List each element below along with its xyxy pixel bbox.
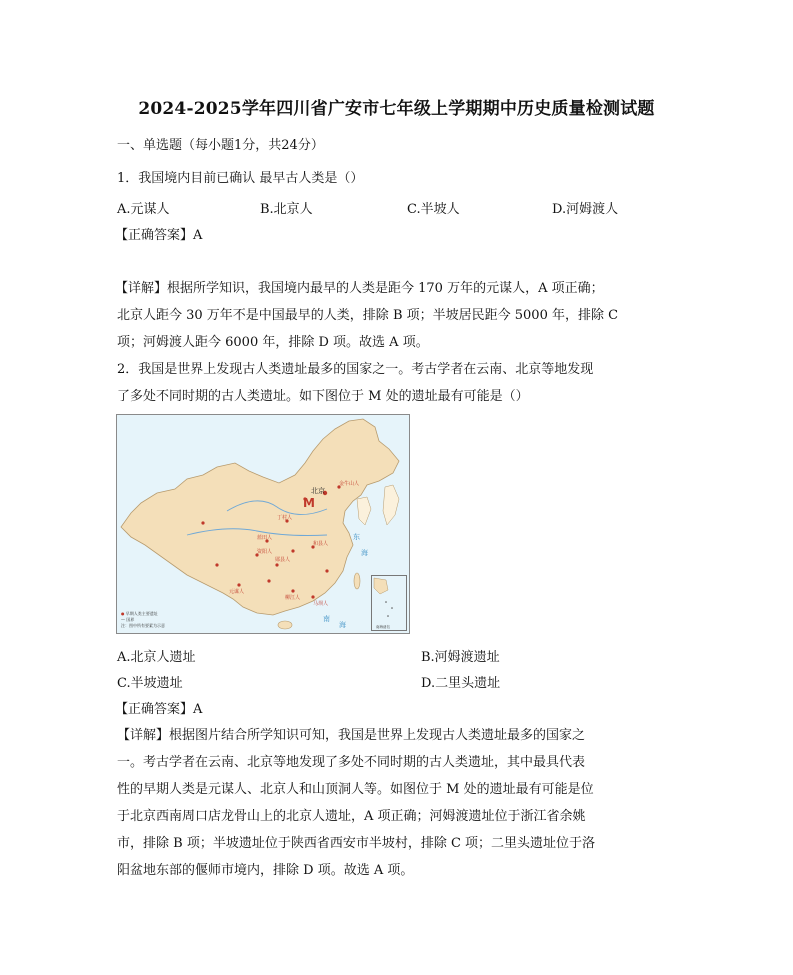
q1-stem: 1．我国境内目前已确认 最早古人类是（） xyxy=(117,171,364,186)
china-map-figure xyxy=(116,414,410,634)
page-title: 2024-2025学年四川省广安市七年级上学期期中历史质量检测试题 xyxy=(138,99,655,119)
q1-option-b: B.北京人 xyxy=(260,202,313,217)
sea-label: 海 xyxy=(361,549,368,557)
legend-text: 国界 xyxy=(126,617,135,622)
q2-option-b: B.河姆渡遗址 xyxy=(421,650,500,665)
sea-label: 海 xyxy=(339,621,346,629)
q1-explain-line: 北京人距今 30 万年不是中国最早的人类，排除 B 项；半坡居民距今 5000 年，排除 C xyxy=(117,308,619,323)
sea-label: 东 xyxy=(353,533,360,541)
site-dot xyxy=(311,595,314,598)
q1-answer: 【正确答案】A xyxy=(115,228,203,243)
site-label: 金牛山人 xyxy=(339,481,360,487)
taiwan-island xyxy=(354,573,360,589)
q1-explain-line: 项；河姆渡人距今 6000 年，排除 D 项。故选 A 项。 xyxy=(117,335,429,350)
sea-label: 南 xyxy=(323,615,330,623)
legend-item-sites: ● 早期人类主要遗址 xyxy=(121,611,158,616)
site-label: 郧县人 xyxy=(275,557,291,563)
hainan-island xyxy=(278,621,292,629)
island-dot xyxy=(385,601,387,603)
q1-option-c: C.半坡人 xyxy=(407,202,460,217)
south-sea-islands-inset xyxy=(371,575,407,631)
q1-option-d: D.河姆渡人 xyxy=(552,202,619,217)
q2-option-d: D.二里头遗址 xyxy=(421,676,501,691)
island-dot xyxy=(391,607,393,609)
legend-text: 注：图中所有要素为示意 xyxy=(121,623,165,628)
island-dot xyxy=(387,615,389,617)
q2-explain-line: 于北京西南周口店龙骨山上的北京人遗址，A 项正确；河姆渡遗址位于浙江省余姚 xyxy=(117,809,586,824)
q2-option-c: C.半坡遗址 xyxy=(117,676,183,691)
inset-map xyxy=(372,576,406,630)
q2-stem-line: 了多处不同时期的古人类遗址。如下图位于 M 处的遗址最有可能是（） xyxy=(117,389,529,404)
beijing-label: 北京 xyxy=(311,487,325,495)
q2-stem-line: 2．我国是世界上发现古人类遗址最多的国家之一。考古学者在云南、北京等地发现 xyxy=(117,362,594,377)
map-legend xyxy=(121,611,165,629)
site-label: 蓝田人 xyxy=(257,535,273,541)
site-dot xyxy=(291,589,294,592)
inset-land xyxy=(374,578,388,594)
site-label: 资阳人 xyxy=(257,549,273,555)
q2-explain-line: 市，排除 B 项；半坡遗址位于陕西省西安市半坡村，排除 C 项；二里头遗址位于洛 xyxy=(117,836,596,851)
q2-answer: 【正确答案】A xyxy=(115,702,203,717)
site-label: 元谋人 xyxy=(229,589,245,595)
site-dot xyxy=(291,549,294,552)
q2-option-a: A.北京人遗址 xyxy=(117,650,196,665)
site-dot xyxy=(325,569,328,572)
site-label: 丁村人 xyxy=(277,515,293,521)
site-dot xyxy=(267,579,270,582)
q2-explain-line: 性的早期人类是元谋人、北京人和山顶洞人等。如图位于 M 处的遗址最有可能是位 xyxy=(117,782,594,797)
china-map xyxy=(117,415,410,634)
q2-explain-line: 【详解】根据图片结合所学知识可知，我国是世界上发现古人类遗址最多的国家之 xyxy=(117,728,586,743)
site-dot xyxy=(275,563,278,566)
site-label: 和县人 xyxy=(313,541,329,547)
q2-explain-line: 阳盆地东部的偃师市境内，排除 D 项。故选 A 项。 xyxy=(117,863,414,878)
site-dot xyxy=(215,563,218,566)
inset-caption: 南海诸岛 xyxy=(376,625,390,629)
site-label: 柳江人 xyxy=(285,595,301,601)
legend-text: 早期人类主要遗址 xyxy=(125,611,158,616)
q1-option-a: A.元谋人 xyxy=(117,202,170,217)
legend-item-border: — 国界 xyxy=(121,617,135,622)
m-label: M xyxy=(303,496,315,510)
section-heading: 一、单选题（每小题1分，共24分） xyxy=(117,138,324,153)
legend-item-note xyxy=(121,623,165,629)
site-label: 马坝人 xyxy=(313,601,329,607)
q1-explain-line: 【详解】根据所学知识，我国境内最早的人类是距今 170 万年的元谋人，A 项正确； xyxy=(115,281,604,296)
site-dot xyxy=(237,583,240,586)
q2-explain-line: 一。考古学者在云南、北京等地发现了多处不同时期的古人类遗址，其中最具代表 xyxy=(117,755,586,770)
site-dot xyxy=(201,521,204,524)
